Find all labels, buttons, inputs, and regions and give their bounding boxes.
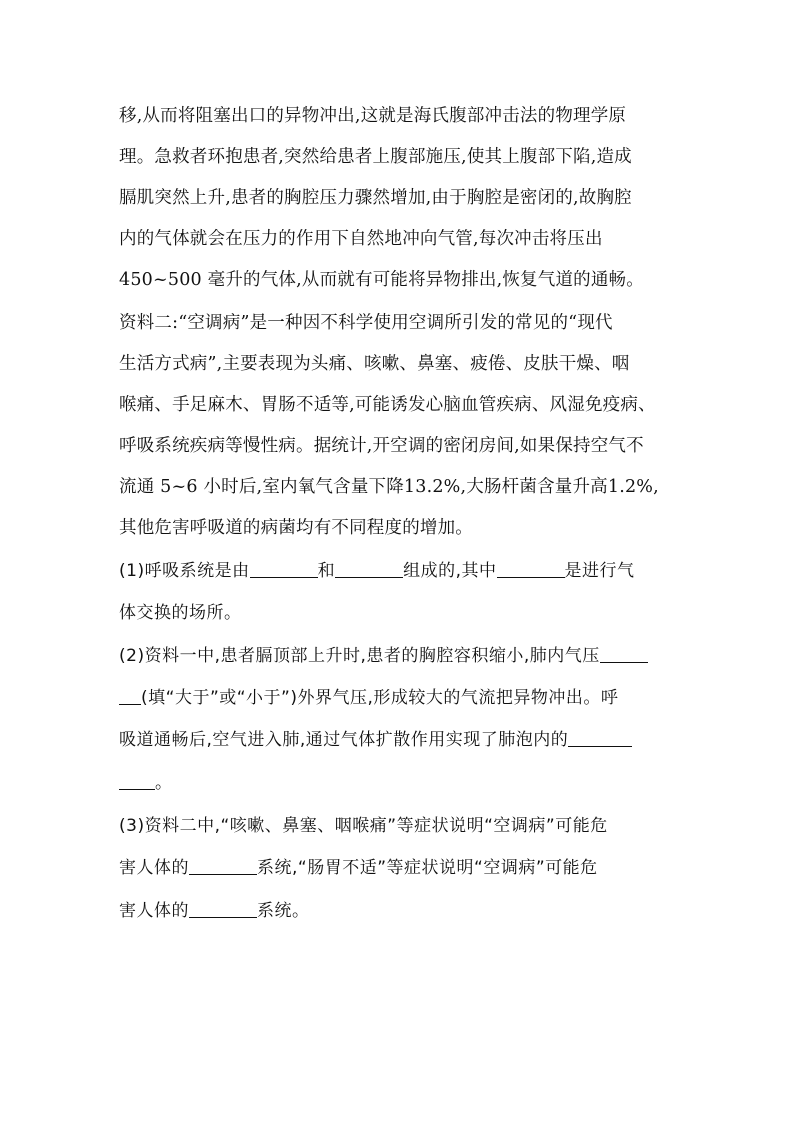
question-3-line-1: (3)资料二中,“咳嗽、鼻塞、咽喉痛”等症状说明“空调病”可能危 <box>119 816 608 836</box>
material-two-line-3: 喉痛、手足麻木、胃肠不适等,可能诱发心脑血管疾病、风湿免疫病、 <box>119 395 656 415</box>
question-3-text-d: 系统。 <box>257 901 310 921</box>
question-1-text-d: 是进行气 <box>564 561 635 581</box>
question-2-text-c: 吸道通畅后,空气进入肺,通过气体扩散作用实现了肺泡内的 <box>119 730 569 750</box>
material-two-line-5: 流通 5~6 小时后,室内氧气含量下降13.2%,大肠杆菌含量升高1.2%, <box>119 477 659 497</box>
question-1-blank-2[interactable] <box>335 559 403 578</box>
question-3-blank-2[interactable] <box>189 899 257 918</box>
material-two-line-1: 资料二:“空调病”是一种因不科学使用空调所引发的常见的“现代 <box>119 313 613 333</box>
question-2-line-2 <box>119 680 699 716</box>
material-one-line-2: 理。急救者环抱患者,突然给患者上腹部施压,使其上腹部下陷,造成 <box>119 147 632 167</box>
question-2-blank-1-part-a[interactable] <box>600 644 648 663</box>
material-one-line-1: 移,从而将阻塞出口的异物冲出,这就是海氏腹部冲击法的物理学原 <box>119 106 627 126</box>
question-1-line-2: 体交换的场所。 <box>119 603 242 623</box>
question-3-text-a: 害人体的 <box>119 858 189 878</box>
question-1-text-a: (1)呼吸系统是由 <box>119 561 250 581</box>
material-one-line-3: 膈肌突然上升,患者的胸腔压力骤然增加,由于胸腔是密闭的,故胸腔 <box>119 188 632 208</box>
question-2-blank-2-part-b[interactable] <box>119 771 155 790</box>
material-two-line-6: 其他危害呼吸道的病菌均有不同程度的增加。 <box>119 518 473 538</box>
question-1-line-1 <box>119 553 699 589</box>
material-two-line-2: 生活方式病”,主要表现为头痛、咳嗽、鼻塞、疲倦、皮肤干燥、咽 <box>119 354 630 374</box>
question-2-text-a: (2)资料一中,患者膈顶部上升时,患者的胸腔容积缩小,肺内气压 <box>119 646 600 666</box>
material-one-line-5: 450~500 毫升的气体,从而就有可能将异物排出,恢复气道的通畅。 <box>119 270 644 290</box>
question-1-blank-3[interactable] <box>497 559 565 578</box>
question-2-text-b: (填“大于”或“小于”)外界气压,形成较大的气流把异物冲出。呼 <box>141 688 619 708</box>
question-1-text-b: 和 <box>317 561 336 581</box>
question-1-text-c: 组成的,其中 <box>403 561 497 581</box>
question-2-line-3 <box>119 722 699 758</box>
question-3-text-b: 系统,“肠胃不适”等症状说明“空调病”可能危 <box>257 858 598 878</box>
question-1-blank-1[interactable] <box>250 559 318 578</box>
question-3-text-c: 害人体的 <box>119 901 189 921</box>
question-2-line-4 <box>119 765 699 801</box>
material-two-line-4: 呼吸系统疾病等慢性病。据统计,开空调的密闭房间,如果保持空气不 <box>119 436 644 456</box>
question-2-text-d: 。 <box>155 773 173 793</box>
question-3-line-2 <box>119 850 699 886</box>
question-2-blank-2-part-a[interactable] <box>568 728 632 747</box>
question-2-blank-1-part-b[interactable] <box>119 686 141 705</box>
material-one-line-4: 内的气体就会在压力的作用下自然地冲向气管,每次冲击将压出 <box>119 229 603 249</box>
question-2-line-1 <box>119 638 699 674</box>
question-3-blank-1[interactable] <box>189 856 257 875</box>
question-3-line-3 <box>119 893 699 929</box>
